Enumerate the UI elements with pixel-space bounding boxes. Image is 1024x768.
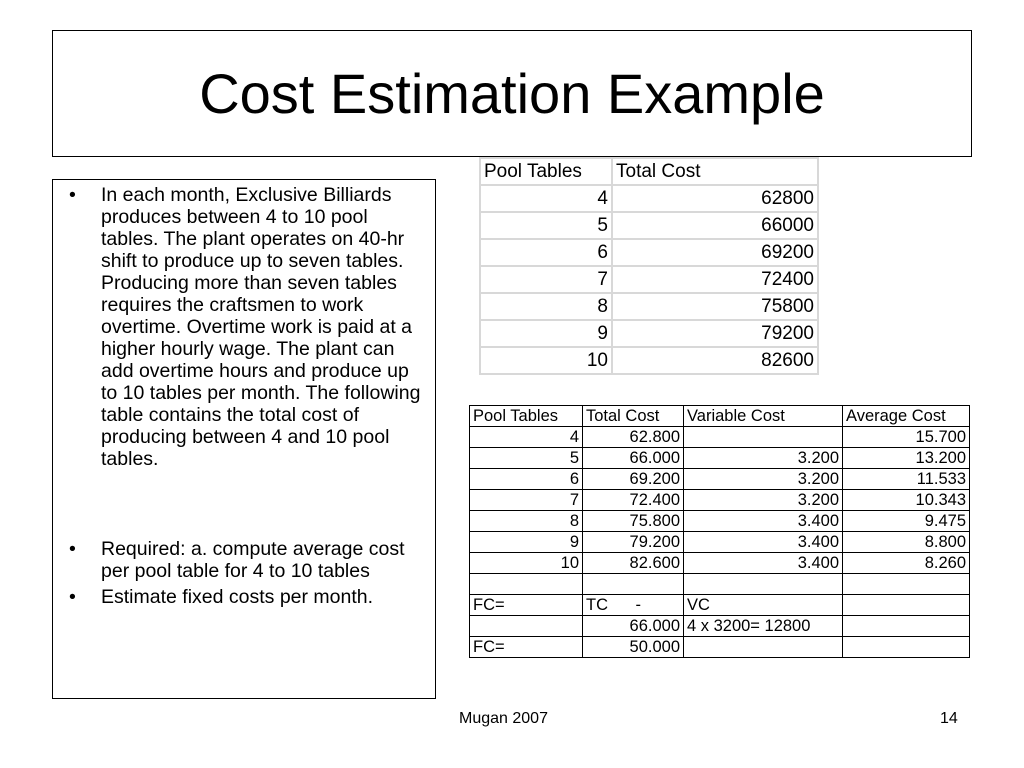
table-cell: TC - xyxy=(583,595,684,616)
table-cell: 3.400 xyxy=(684,511,843,532)
table-cell: FC= xyxy=(470,595,583,616)
table-cell: 7 xyxy=(480,266,612,293)
table-cell: 72.400 xyxy=(583,490,684,511)
table-cell: 62800 xyxy=(612,185,818,212)
table-cell: 10 xyxy=(470,553,583,574)
text-box xyxy=(52,179,436,699)
bullet-icon: • xyxy=(69,586,76,608)
bullet-item xyxy=(63,538,427,582)
table-cell: 8.260 xyxy=(843,553,970,574)
table-row xyxy=(470,448,970,469)
footer-author: Mugan 2007 xyxy=(459,710,548,727)
table-cell: 9 xyxy=(470,532,583,553)
title-box xyxy=(52,30,972,157)
table-cell: 9.475 xyxy=(843,511,970,532)
bullet-text: Required: a. compute average cost per pool table for 4 to 10 tables xyxy=(101,538,405,582)
table-header-row xyxy=(470,406,970,427)
table-row xyxy=(470,574,970,595)
table-row xyxy=(470,511,970,532)
bullet-text: In each month, Exclusive Billiards produces between 4 to 10 pool tables. The plant operates on 40-hr shift to produce up to seven tables. Producing more than seven tables requires the craftsmen to work overtime. Overtime work is paid at a higher hourly wage. The plant can add overtime hours and produce up to 10 tables per month. The following table contains the total cost of producing between 4 and 10 pool tables. xyxy=(101,184,421,470)
table-cell: VC xyxy=(684,595,843,616)
table-cell: 4 xyxy=(480,185,612,212)
table-cell: 6 xyxy=(470,469,583,490)
table-cell: 79.200 xyxy=(583,532,684,553)
table-cell: 79200 xyxy=(612,320,818,347)
table-cell: 9 xyxy=(480,320,612,347)
table-cell xyxy=(843,574,970,595)
table-cell: 72400 xyxy=(612,266,818,293)
table-cell: 8.800 xyxy=(843,532,970,553)
table-row xyxy=(480,347,818,374)
column-header: Total Cost xyxy=(583,406,684,427)
table-cell: 3.400 xyxy=(684,532,843,553)
table-cell: 15.700 xyxy=(843,427,970,448)
table-cell: 66.000 xyxy=(583,616,684,637)
table-cell: 4 x 3200= 12800 xyxy=(684,616,843,637)
table-cell: 13.200 xyxy=(843,448,970,469)
table-row xyxy=(470,427,970,448)
table-cell xyxy=(470,574,583,595)
table-header-row xyxy=(480,158,818,185)
table-cell: 66.000 xyxy=(583,448,684,469)
table-cell: 3.200 xyxy=(684,490,843,511)
table-row xyxy=(470,469,970,490)
table-row xyxy=(470,595,970,616)
table-cell: 10 xyxy=(480,347,612,374)
table-row xyxy=(480,266,818,293)
table-cell: 5 xyxy=(480,212,612,239)
page-number: 14 xyxy=(940,710,958,727)
table-cell: 10.343 xyxy=(843,490,970,511)
table-cell xyxy=(684,574,843,595)
table-cell: 3.200 xyxy=(684,469,843,490)
table-cell xyxy=(684,637,843,658)
table-row xyxy=(480,239,818,266)
column-header: Average Cost xyxy=(843,406,970,427)
column-header: Pool Tables xyxy=(480,158,612,185)
total-cost-table xyxy=(479,157,819,375)
table-row xyxy=(480,185,818,212)
table-cell: 3.400 xyxy=(684,553,843,574)
table-cell: 7 xyxy=(470,490,583,511)
table-cell: 82600 xyxy=(612,347,818,374)
table-cell xyxy=(843,595,970,616)
table-cell: 3.200 xyxy=(684,448,843,469)
bullet-icon: • xyxy=(69,538,76,560)
table-cell xyxy=(583,574,684,595)
table-cell xyxy=(470,616,583,637)
table-row xyxy=(480,212,818,239)
table-cell: 66000 xyxy=(612,212,818,239)
bullet-item xyxy=(63,586,427,608)
table-cell: 4 xyxy=(470,427,583,448)
table-row xyxy=(470,553,970,574)
table-cell xyxy=(843,616,970,637)
column-header: Pool Tables xyxy=(470,406,583,427)
average-cost-table xyxy=(469,405,970,658)
table-row xyxy=(470,616,970,637)
table-cell: 8 xyxy=(470,511,583,532)
table-cell: 11.533 xyxy=(843,469,970,490)
table-cell: 75800 xyxy=(612,293,818,320)
table-cell: FC= xyxy=(470,637,583,658)
table-cell: 62.800 xyxy=(583,427,684,448)
column-header: Total Cost xyxy=(612,158,818,185)
bullet-icon: • xyxy=(69,184,76,206)
bullet-text: Estimate fixed costs per month. xyxy=(101,586,374,608)
table-cell xyxy=(684,427,843,448)
table-cell xyxy=(843,637,970,658)
table-row xyxy=(470,532,970,553)
table-cell: 5 xyxy=(470,448,583,469)
table-cell: 50.000 xyxy=(583,637,684,658)
table-cell: 8 xyxy=(480,293,612,320)
column-header: Variable Cost xyxy=(684,406,843,427)
table-cell: 75.800 xyxy=(583,511,684,532)
table-row xyxy=(470,490,970,511)
table-row xyxy=(480,293,818,320)
table-cell: 69.200 xyxy=(583,469,684,490)
table-row xyxy=(470,637,970,658)
table-cell: 6 xyxy=(480,239,612,266)
slide-title: Cost Estimation Example xyxy=(199,61,825,125)
table-row xyxy=(480,320,818,347)
bullet-item xyxy=(63,184,427,470)
table-cell: 82.600 xyxy=(583,553,684,574)
bullet-list xyxy=(63,184,427,608)
table-cell: 69200 xyxy=(612,239,818,266)
